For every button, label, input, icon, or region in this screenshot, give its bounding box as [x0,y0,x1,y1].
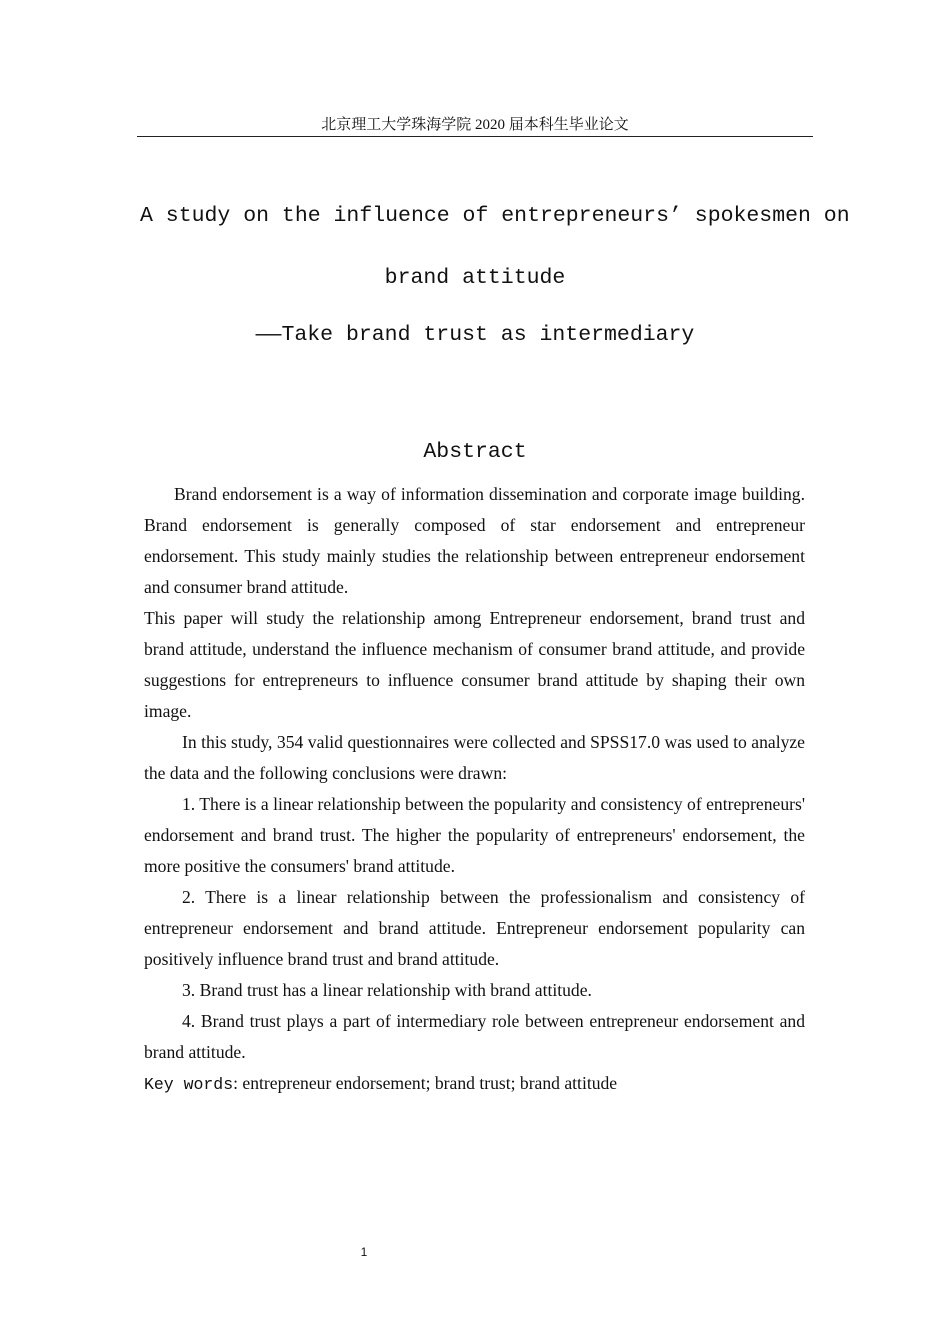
conclusion-item-2: 2. There is a linear relationship between the professionalism and consistency of entrepreneur endorsement and brand attitude. Entrepreneur endorsement popularity can positively influence brand trust and brand attitude. [144,887,805,969]
paper-title-line-2: brand attitude [384,266,566,290]
abstract-body [144,479,805,1100]
conclusion-item-1: 1. There is a linear relationship between the popularity and consistency of entrepreneurs' endorsement and brand trust. The higher the popularity of entrepreneurs' endorsement, the more positive the consumers' brand attitude. [144,794,805,876]
keywords-text: : entrepreneur endorsement; brand trust; brand attitude [233,1073,618,1093]
paper-title-line-1: A study on the influence of entrepreneurs’ spokesmen on [140,204,850,228]
abstract-heading: Abstract [423,440,527,464]
abstract-paragraph-1: Brand endorsement is a way of information dissemination and corporate image building. Brand endorsement is generally composed of star endorsement and entrepreneur endorsement. This study mainly studies the relationship between entrepreneur endorsement and consumer brand attitude. [144,484,805,597]
keywords-line [144,1068,805,1100]
running-header-text: 北京理工大学珠海学院 2020 届本科生毕业论文 [321,117,629,133]
keywords-label: Key words [144,1075,234,1094]
page-number: 1 [360,1245,368,1259]
conclusion-item-4: 4. Brand trust plays a part of intermediary role between entrepreneur endorsement and brand attitude. [144,1011,805,1062]
abstract-paragraph-3: In this study, 354 valid questionnaires were collected and SPSS17.0 was used to analyze the data and the following conclusions were drawn: [144,732,805,783]
paper-subtitle: ——Take brand trust as intermediary [255,323,695,347]
running-header [137,116,813,137]
abstract-paragraph-2: This paper will study the relationship among Entrepreneur endorsement, brand trust and brand attitude, understand the influence mechanism of consumer brand attitude, and provide suggestions for entrepreneurs to influence consumer brand attitude by shaping their own image. [144,608,805,721]
conclusion-item-3: 3. Brand trust has a linear relationship with brand attitude. [182,980,592,1000]
